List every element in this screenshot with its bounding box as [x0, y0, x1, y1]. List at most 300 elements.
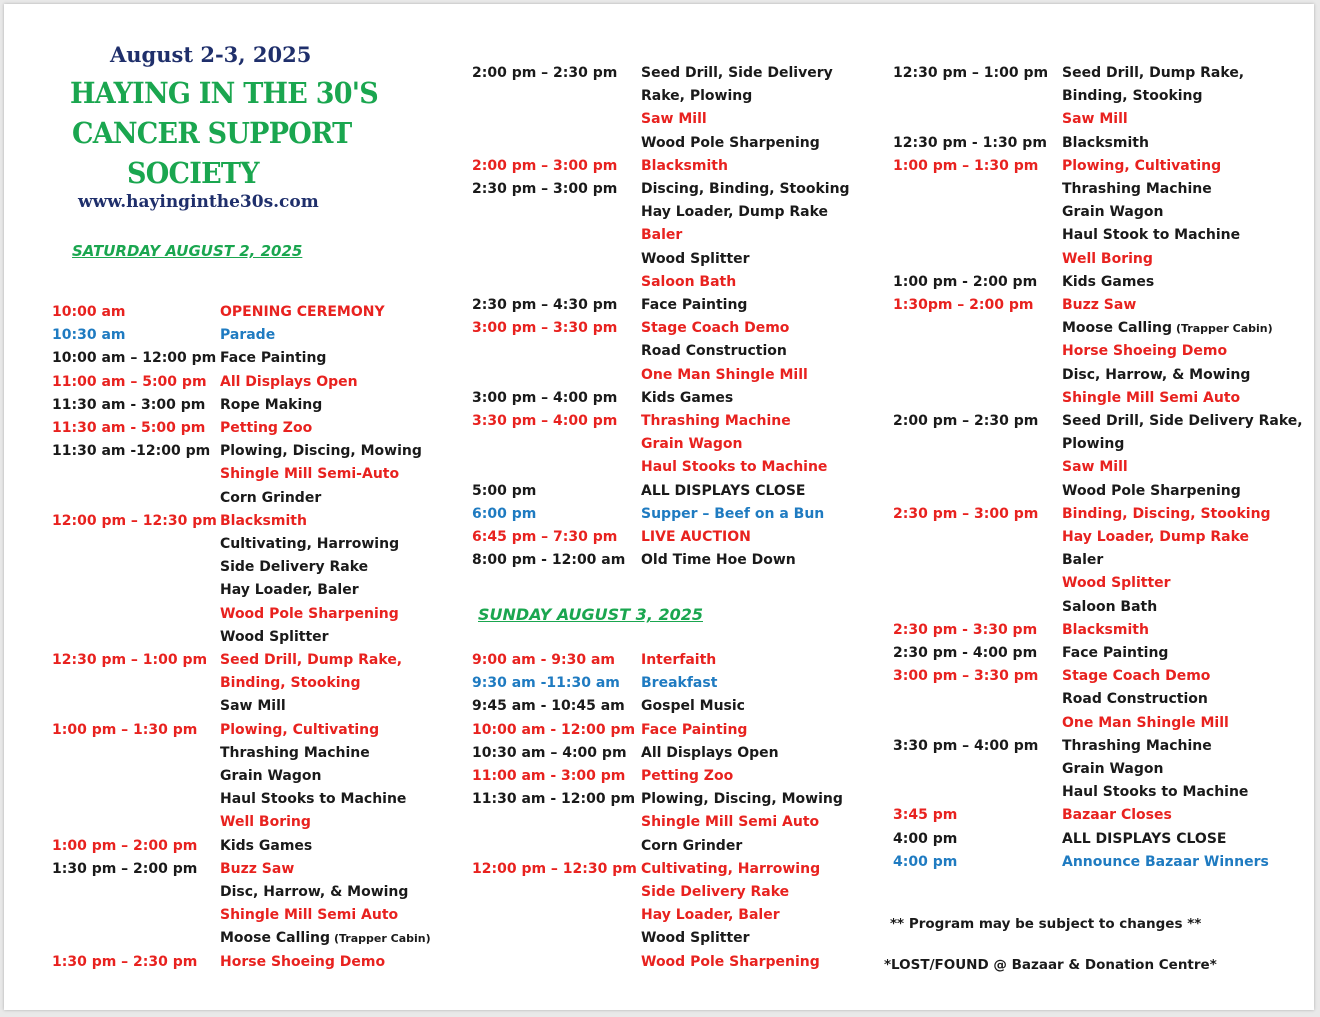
- row-event: [220, 626, 329, 649]
- row-event-text: Hay Loader, Dump Rake: [1062, 529, 1250, 545]
- row-event: [1062, 758, 1163, 781]
- row-time: 1:30pm – 2:00 pm: [893, 297, 1034, 313]
- row-event: [641, 433, 742, 456]
- schedule-row: [472, 719, 901, 742]
- row-event-location: (Trapper Cabin): [333, 932, 431, 945]
- row-event-text: Blacksmith: [641, 158, 728, 174]
- schedule-row: [893, 201, 1320, 224]
- row-event: [1062, 642, 1168, 665]
- schedule-row: [52, 719, 480, 742]
- row-event: [641, 224, 682, 247]
- schedule-row: [893, 712, 1320, 735]
- row-event: [220, 858, 294, 881]
- row-event: [220, 649, 402, 672]
- schedule-row: [52, 510, 480, 533]
- row-event-text: Saw Mill: [641, 111, 707, 127]
- row-event-text: Wood Splitter: [641, 251, 750, 267]
- row-event-text: Hay Loader, Dump Rake: [641, 204, 829, 220]
- row-event: [641, 881, 789, 904]
- schedule-row: [52, 695, 480, 718]
- row-event: [220, 927, 431, 950]
- row-event-text: Thrashing Machine: [220, 745, 370, 761]
- schedule-row: [472, 201, 901, 224]
- schedule-row: [893, 155, 1320, 178]
- row-event-text: Haul Stook to Machine: [1062, 227, 1241, 243]
- row-event-text: Petting Zoo: [220, 420, 313, 436]
- row-time: 12:30 pm - 1:30 pm: [893, 135, 1047, 151]
- row-time: 2:00 pm – 3:00 pm: [472, 158, 618, 174]
- row-time: 2:00 pm – 2:30 pm: [893, 413, 1039, 429]
- lost-found-note: *LOST/FOUND @ Bazaar & Donation Centre*: [884, 957, 1217, 973]
- schedule-row: [472, 526, 901, 549]
- row-event: [641, 672, 717, 695]
- row-event-text: Plowing, Discing, Mowing: [641, 791, 843, 807]
- row-time: 6:45 pm – 7:30 pm: [472, 529, 618, 545]
- row-event: [641, 835, 742, 858]
- row-event-text: Stage Coach Demo: [641, 320, 790, 336]
- row-event: [1062, 596, 1157, 619]
- row-event-text: Blacksmith: [1062, 622, 1149, 638]
- row-event-text: Face Painting: [1062, 645, 1169, 661]
- row-event: [641, 85, 752, 108]
- row-event: [1062, 688, 1208, 711]
- row-event: [220, 487, 321, 510]
- schedule-row: [52, 927, 480, 950]
- schedule-row: [472, 904, 901, 927]
- row-event: [641, 410, 791, 433]
- row-event-text: All Displays Open: [220, 374, 358, 390]
- row-event: [641, 132, 820, 155]
- website-url: www.hayinginthe30s.com: [78, 192, 319, 212]
- schedule-row: [893, 781, 1320, 804]
- schedule-row: [893, 804, 1320, 827]
- row-time: 2:30 pm – 3:00 pm: [893, 506, 1039, 522]
- row-event-text: All Displays Open: [641, 745, 779, 761]
- schedule-row: [52, 603, 480, 626]
- schedule-row: [472, 271, 901, 294]
- row-event-text: Grain Wagon: [1062, 761, 1164, 777]
- schedule-row: [472, 456, 901, 479]
- row-time: 12:00 pm – 12:30 pm: [472, 861, 637, 877]
- row-event: [220, 417, 312, 440]
- schedule-row: [472, 765, 901, 788]
- schedule-row: [893, 410, 1320, 433]
- row-event: [220, 904, 398, 927]
- row-event: [220, 463, 399, 486]
- row-event: [1062, 433, 1124, 456]
- schedule-row: [472, 224, 901, 247]
- row-time: 10:30 am: [52, 327, 126, 343]
- event-dates: August 2-3, 2025: [110, 42, 312, 67]
- row-event-text: Binding, Discing, Stooking: [1062, 506, 1271, 522]
- row-event-text: Moose Calling: [220, 930, 330, 946]
- row-event-text: Side Delivery Rake: [641, 884, 790, 900]
- row-event-text: Kids Games: [1062, 274, 1155, 290]
- row-event: [641, 271, 736, 294]
- sunday-heading: SUNDAY AUGUST 3, 2025: [478, 605, 703, 624]
- row-event-text: Road Construction: [1062, 691, 1208, 707]
- row-event: [220, 324, 275, 347]
- row-event: [641, 108, 707, 131]
- schedule-row: [893, 735, 1320, 758]
- schedule-row: [893, 178, 1320, 201]
- schedule-row: [472, 178, 901, 201]
- row-event: [220, 394, 322, 417]
- row-event: [1062, 712, 1229, 735]
- row-event: [1062, 108, 1128, 131]
- row-time: 5:00 pm: [472, 483, 537, 499]
- row-event-text: Face Painting: [641, 297, 748, 313]
- row-time: 8:00 pm - 12:00 am: [472, 552, 626, 568]
- row-time: 3:30 pm – 4:00 pm: [472, 413, 618, 429]
- schedule-row: [893, 665, 1320, 688]
- row-event-text: Plowing, Discing, Mowing: [220, 443, 422, 459]
- schedule-row: [472, 410, 901, 433]
- row-event: [641, 951, 820, 974]
- row-time: 11:30 am -12:00 pm: [52, 443, 211, 459]
- schedule-row: [52, 626, 480, 649]
- schedule-row: [893, 526, 1320, 549]
- row-event: [641, 155, 728, 178]
- row-event: [220, 835, 312, 858]
- row-event: [1062, 549, 1103, 572]
- schedule-row: [52, 765, 480, 788]
- schedule-row: [472, 155, 901, 178]
- schedule-row: [52, 649, 480, 672]
- row-event: [220, 533, 399, 556]
- row-event-text: Hay Loader, Baler: [641, 907, 780, 923]
- schedule-row: [472, 881, 901, 904]
- row-event-text: Discing, Binding, Stooking: [641, 181, 850, 197]
- row-event: [1062, 224, 1240, 247]
- changes-note: ** Program may be subject to changes **: [890, 916, 1202, 932]
- row-event-text: Disc, Harrow, & Mowing: [1062, 367, 1251, 383]
- schedule-row: [472, 132, 901, 155]
- row-time: 10:00 am – 12:00 pm: [52, 350, 217, 366]
- schedule-row: [893, 828, 1320, 851]
- row-event: [220, 951, 385, 974]
- row-event: [220, 556, 368, 579]
- row-event-text: Haul Stooks to Machine: [1062, 784, 1249, 800]
- row-event: [641, 904, 780, 927]
- schedule-row: [472, 364, 901, 387]
- row-event-text: Kids Games: [220, 838, 313, 854]
- row-event-text: One Man Shingle Mill: [1062, 715, 1229, 731]
- row-time: 10:00 am: [52, 304, 126, 320]
- row-event-text: Binding, Stooking: [1062, 88, 1203, 104]
- schedule-row: [52, 788, 480, 811]
- row-event-text: Wood Pole Sharpening: [220, 606, 399, 622]
- schedule-row: [52, 811, 480, 834]
- schedule-row: [472, 788, 901, 811]
- row-event-text: Supper – Beef on a Bun: [641, 506, 825, 522]
- schedule-row: [893, 294, 1320, 317]
- row-time: 11:30 am - 3:00 pm: [52, 397, 206, 413]
- row-event-text: Shingle Mill Semi-Auto: [220, 466, 400, 482]
- row-time: 3:45 pm: [893, 807, 958, 823]
- row-event-text: Wood Pole Sharpening: [641, 954, 820, 970]
- row-event-text: Wood Splitter: [641, 930, 750, 946]
- row-event: [641, 858, 820, 881]
- row-event: [220, 672, 361, 695]
- schedule-row: [472, 742, 901, 765]
- schedule-row: [472, 340, 901, 363]
- row-event-text: Seed Drill, Dump Rake,: [1062, 65, 1245, 81]
- row-event-text: Blacksmith: [1062, 135, 1149, 151]
- row-event-text: Shingle Mill Semi Auto: [220, 907, 399, 923]
- schedule-row: [893, 271, 1320, 294]
- row-time: 9:30 am -11:30 am: [472, 675, 620, 691]
- schedule-row: [893, 619, 1320, 642]
- row-time: 9:45 am - 10:45 am: [472, 698, 625, 714]
- row-event: [220, 881, 408, 904]
- title-line-1: HAYING IN THE 30'S: [70, 76, 379, 110]
- row-event: [641, 201, 828, 224]
- row-event: [220, 440, 422, 463]
- row-event-text: Moose Calling: [1062, 320, 1172, 336]
- row-event-text: Grain Wagon: [220, 768, 322, 784]
- row-event: [641, 248, 750, 271]
- row-event: [641, 317, 789, 340]
- row-event-text: Hay Loader, Baler: [220, 582, 359, 598]
- row-event-text: Baler: [1062, 552, 1104, 568]
- row-event-text: Cultivating, Harrowing: [220, 536, 400, 552]
- row-event-text: Corn Grinder: [220, 490, 322, 506]
- row-event-text: Thrashing Machine: [641, 413, 791, 429]
- schedule-row: [52, 324, 480, 347]
- schedule-row: [893, 851, 1320, 874]
- schedule-row: [52, 487, 480, 510]
- row-time: 2:00 pm – 2:30 pm: [472, 65, 618, 81]
- row-time: 2:30 pm – 3:00 pm: [472, 181, 618, 197]
- saturday-heading: SATURDAY AUGUST 2, 2025: [72, 242, 303, 260]
- row-time: 1:00 pm – 1:30 pm: [893, 158, 1039, 174]
- row-time: 1:00 pm – 1:30 pm: [52, 722, 198, 738]
- title-line-3: SOCIETY: [127, 156, 259, 190]
- row-event: [641, 503, 824, 526]
- row-event: [641, 719, 747, 742]
- row-event-text: Shingle Mill Semi Auto: [641, 814, 820, 830]
- schedule-row: [52, 951, 480, 974]
- schedule-row: [52, 672, 480, 695]
- row-event: [641, 927, 750, 950]
- row-event: [641, 178, 850, 201]
- row-event-text: Saw Mill: [220, 698, 286, 714]
- row-event-text: Gospel Music: [641, 698, 745, 714]
- schedule-row: [52, 533, 480, 556]
- row-event-text: Stage Coach Demo: [1062, 668, 1211, 684]
- schedule-row: [893, 596, 1320, 619]
- row-event: [641, 526, 751, 549]
- row-event: [1062, 526, 1249, 549]
- row-event: [220, 695, 286, 718]
- schedule-row: [893, 317, 1320, 340]
- row-time: 3:00 pm – 3:30 pm: [893, 668, 1039, 684]
- row-event-text: Petting Zoo: [641, 768, 734, 784]
- schedule-row: [893, 387, 1320, 410]
- row-time: 6:00 pm: [472, 506, 537, 522]
- row-event: [641, 340, 787, 363]
- row-event: [1062, 456, 1128, 479]
- row-time: 10:00 am - 12:00 pm: [472, 722, 636, 738]
- row-event: [220, 603, 399, 626]
- row-event-text: Seed Drill, Dump Rake,: [220, 652, 403, 668]
- schedule-row: [472, 317, 901, 340]
- row-event-text: Disc, Harrow, & Mowing: [220, 884, 409, 900]
- row-event-text: Grain Wagon: [641, 436, 743, 452]
- row-event-text: Well Boring: [1062, 251, 1153, 267]
- schedule-row: [52, 417, 480, 440]
- row-event-text: Thrashing Machine: [1062, 738, 1212, 754]
- row-event-location: (Trapper Cabin): [1175, 322, 1273, 335]
- row-time: 12:00 pm – 12:30 pm: [52, 513, 217, 529]
- row-time: 1:30 pm – 2:00 pm: [52, 861, 198, 877]
- schedule-row: [893, 503, 1320, 526]
- row-event-text: Corn Grinder: [641, 838, 743, 854]
- row-time: 4:00 pm: [893, 854, 958, 870]
- schedule-row: [472, 480, 901, 503]
- row-event-text: LIVE AUCTION: [641, 529, 751, 545]
- schedule-row: [472, 248, 901, 271]
- row-event: [1062, 503, 1271, 526]
- row-event: [1062, 62, 1244, 85]
- row-event-text: Buzz Saw: [220, 861, 295, 877]
- row-event-text: Saloon Bath: [641, 274, 737, 290]
- schedule-row: [52, 463, 480, 486]
- row-event-text: Seed Drill, Side Delivery: [641, 65, 833, 81]
- row-time: 3:30 pm – 4:00 pm: [893, 738, 1039, 754]
- row-event: [1062, 248, 1153, 271]
- schedule-row: [52, 881, 480, 904]
- row-event: [641, 811, 819, 834]
- row-event: [1062, 735, 1212, 758]
- row-event: [1062, 178, 1212, 201]
- row-event-text: One Man Shingle Mill: [641, 367, 808, 383]
- schedule-row: [893, 572, 1320, 595]
- schedule-row: [52, 858, 480, 881]
- schedule-row: [52, 904, 480, 927]
- row-event: [220, 719, 379, 742]
- title-line-2: CANCER SUPPORT: [72, 116, 352, 150]
- schedule-row: [52, 556, 480, 579]
- schedule-row: [472, 858, 901, 881]
- row-event: [1062, 781, 1248, 804]
- schedule-row: [893, 433, 1320, 456]
- row-event: [1062, 201, 1163, 224]
- row-event-text: Baler: [641, 227, 683, 243]
- row-event: [641, 788, 843, 811]
- row-event: [641, 742, 779, 765]
- schedule-row: [893, 108, 1320, 131]
- row-event: [220, 347, 326, 370]
- row-time: 2:30 pm - 4:00 pm: [893, 645, 1038, 661]
- row-event: [641, 480, 805, 503]
- row-event: [220, 301, 385, 324]
- schedule-row: [472, 695, 901, 718]
- row-time: 10:30 am – 4:00 pm: [472, 745, 627, 761]
- schedule-page: [4, 4, 1314, 1010]
- schedule-row: [893, 364, 1320, 387]
- row-event: [1062, 851, 1269, 874]
- row-event-text: Thrashing Machine: [1062, 181, 1212, 197]
- row-time: 1:00 pm - 2:00 pm: [893, 274, 1038, 290]
- row-event: [641, 549, 796, 572]
- row-event-text: Horse Shoeing Demo: [1062, 343, 1228, 359]
- row-event: [1062, 387, 1240, 410]
- schedule-row: [52, 301, 480, 324]
- schedule-row: [893, 224, 1320, 247]
- schedule-row: [893, 340, 1320, 363]
- row-event: [1062, 271, 1154, 294]
- schedule-row: [52, 579, 480, 602]
- row-event-text: Bazaar Closes: [1062, 807, 1172, 823]
- row-time: 2:30 pm – 4:30 pm: [472, 297, 618, 313]
- row-time: 1:30 pm – 2:30 pm: [52, 954, 198, 970]
- row-event-text: Face Painting: [220, 350, 327, 366]
- schedule-row: [472, 62, 901, 85]
- row-event-text: Plowing: [1062, 436, 1125, 452]
- row-event-text: Cultivating, Harrowing: [641, 861, 821, 877]
- row-event-text: Wood Splitter: [1062, 575, 1171, 591]
- row-event: [1062, 317, 1273, 340]
- row-event-text: Blacksmith: [220, 513, 307, 529]
- schedule-row: [52, 440, 480, 463]
- row-event: [1062, 572, 1171, 595]
- row-event: [1062, 665, 1210, 688]
- row-event-text: Plowing, Cultivating: [220, 722, 380, 738]
- row-event-text: Wood Pole Sharpening: [1062, 483, 1241, 499]
- row-event-text: Saw Mill: [1062, 111, 1128, 127]
- row-time: 11:00 am – 5:00 pm: [52, 374, 207, 390]
- row-event-text: Saw Mill: [1062, 459, 1128, 475]
- row-event-text: Well Boring: [220, 814, 311, 830]
- row-event: [1062, 410, 1303, 433]
- row-event-text: Saloon Bath: [1062, 599, 1158, 615]
- schedule-row: [472, 433, 901, 456]
- schedule-row: [52, 371, 480, 394]
- row-time: 1:00 pm – 2:00 pm: [52, 838, 198, 854]
- row-event: [220, 510, 307, 533]
- row-event: [1062, 132, 1149, 155]
- row-time: 11:30 am - 5:00 pm: [52, 420, 206, 436]
- row-event-text: Grain Wagon: [1062, 204, 1164, 220]
- row-event-text: Parade: [220, 327, 276, 343]
- schedule-row: [472, 811, 901, 834]
- row-event: [220, 371, 358, 394]
- row-time: 9:00 am - 9:30 am: [472, 652, 616, 668]
- row-event: [641, 649, 716, 672]
- row-time: 3:00 pm – 3:30 pm: [472, 320, 618, 336]
- row-event: [1062, 619, 1149, 642]
- row-event-text: Rope Making: [220, 397, 323, 413]
- schedule-row: [472, 387, 901, 410]
- row-event: [1062, 155, 1221, 178]
- row-time: 4:00 pm: [893, 831, 958, 847]
- schedule-row: [893, 758, 1320, 781]
- row-event-text: Face Painting: [641, 722, 748, 738]
- row-event-text: OPENING CEREMONY: [220, 304, 385, 320]
- schedule-row: [472, 951, 901, 974]
- row-event: [220, 811, 311, 834]
- row-time: 12:30 pm – 1:00 pm: [893, 65, 1049, 81]
- schedule-row: [472, 835, 901, 858]
- schedule-row: [52, 742, 480, 765]
- schedule-row: [893, 642, 1320, 665]
- row-time: 11:30 am - 12:00 pm: [472, 791, 636, 807]
- row-event: [220, 579, 359, 602]
- row-time: 12:30 pm – 1:00 pm: [52, 652, 208, 668]
- row-event-text: Haul Stooks to Machine: [641, 459, 828, 475]
